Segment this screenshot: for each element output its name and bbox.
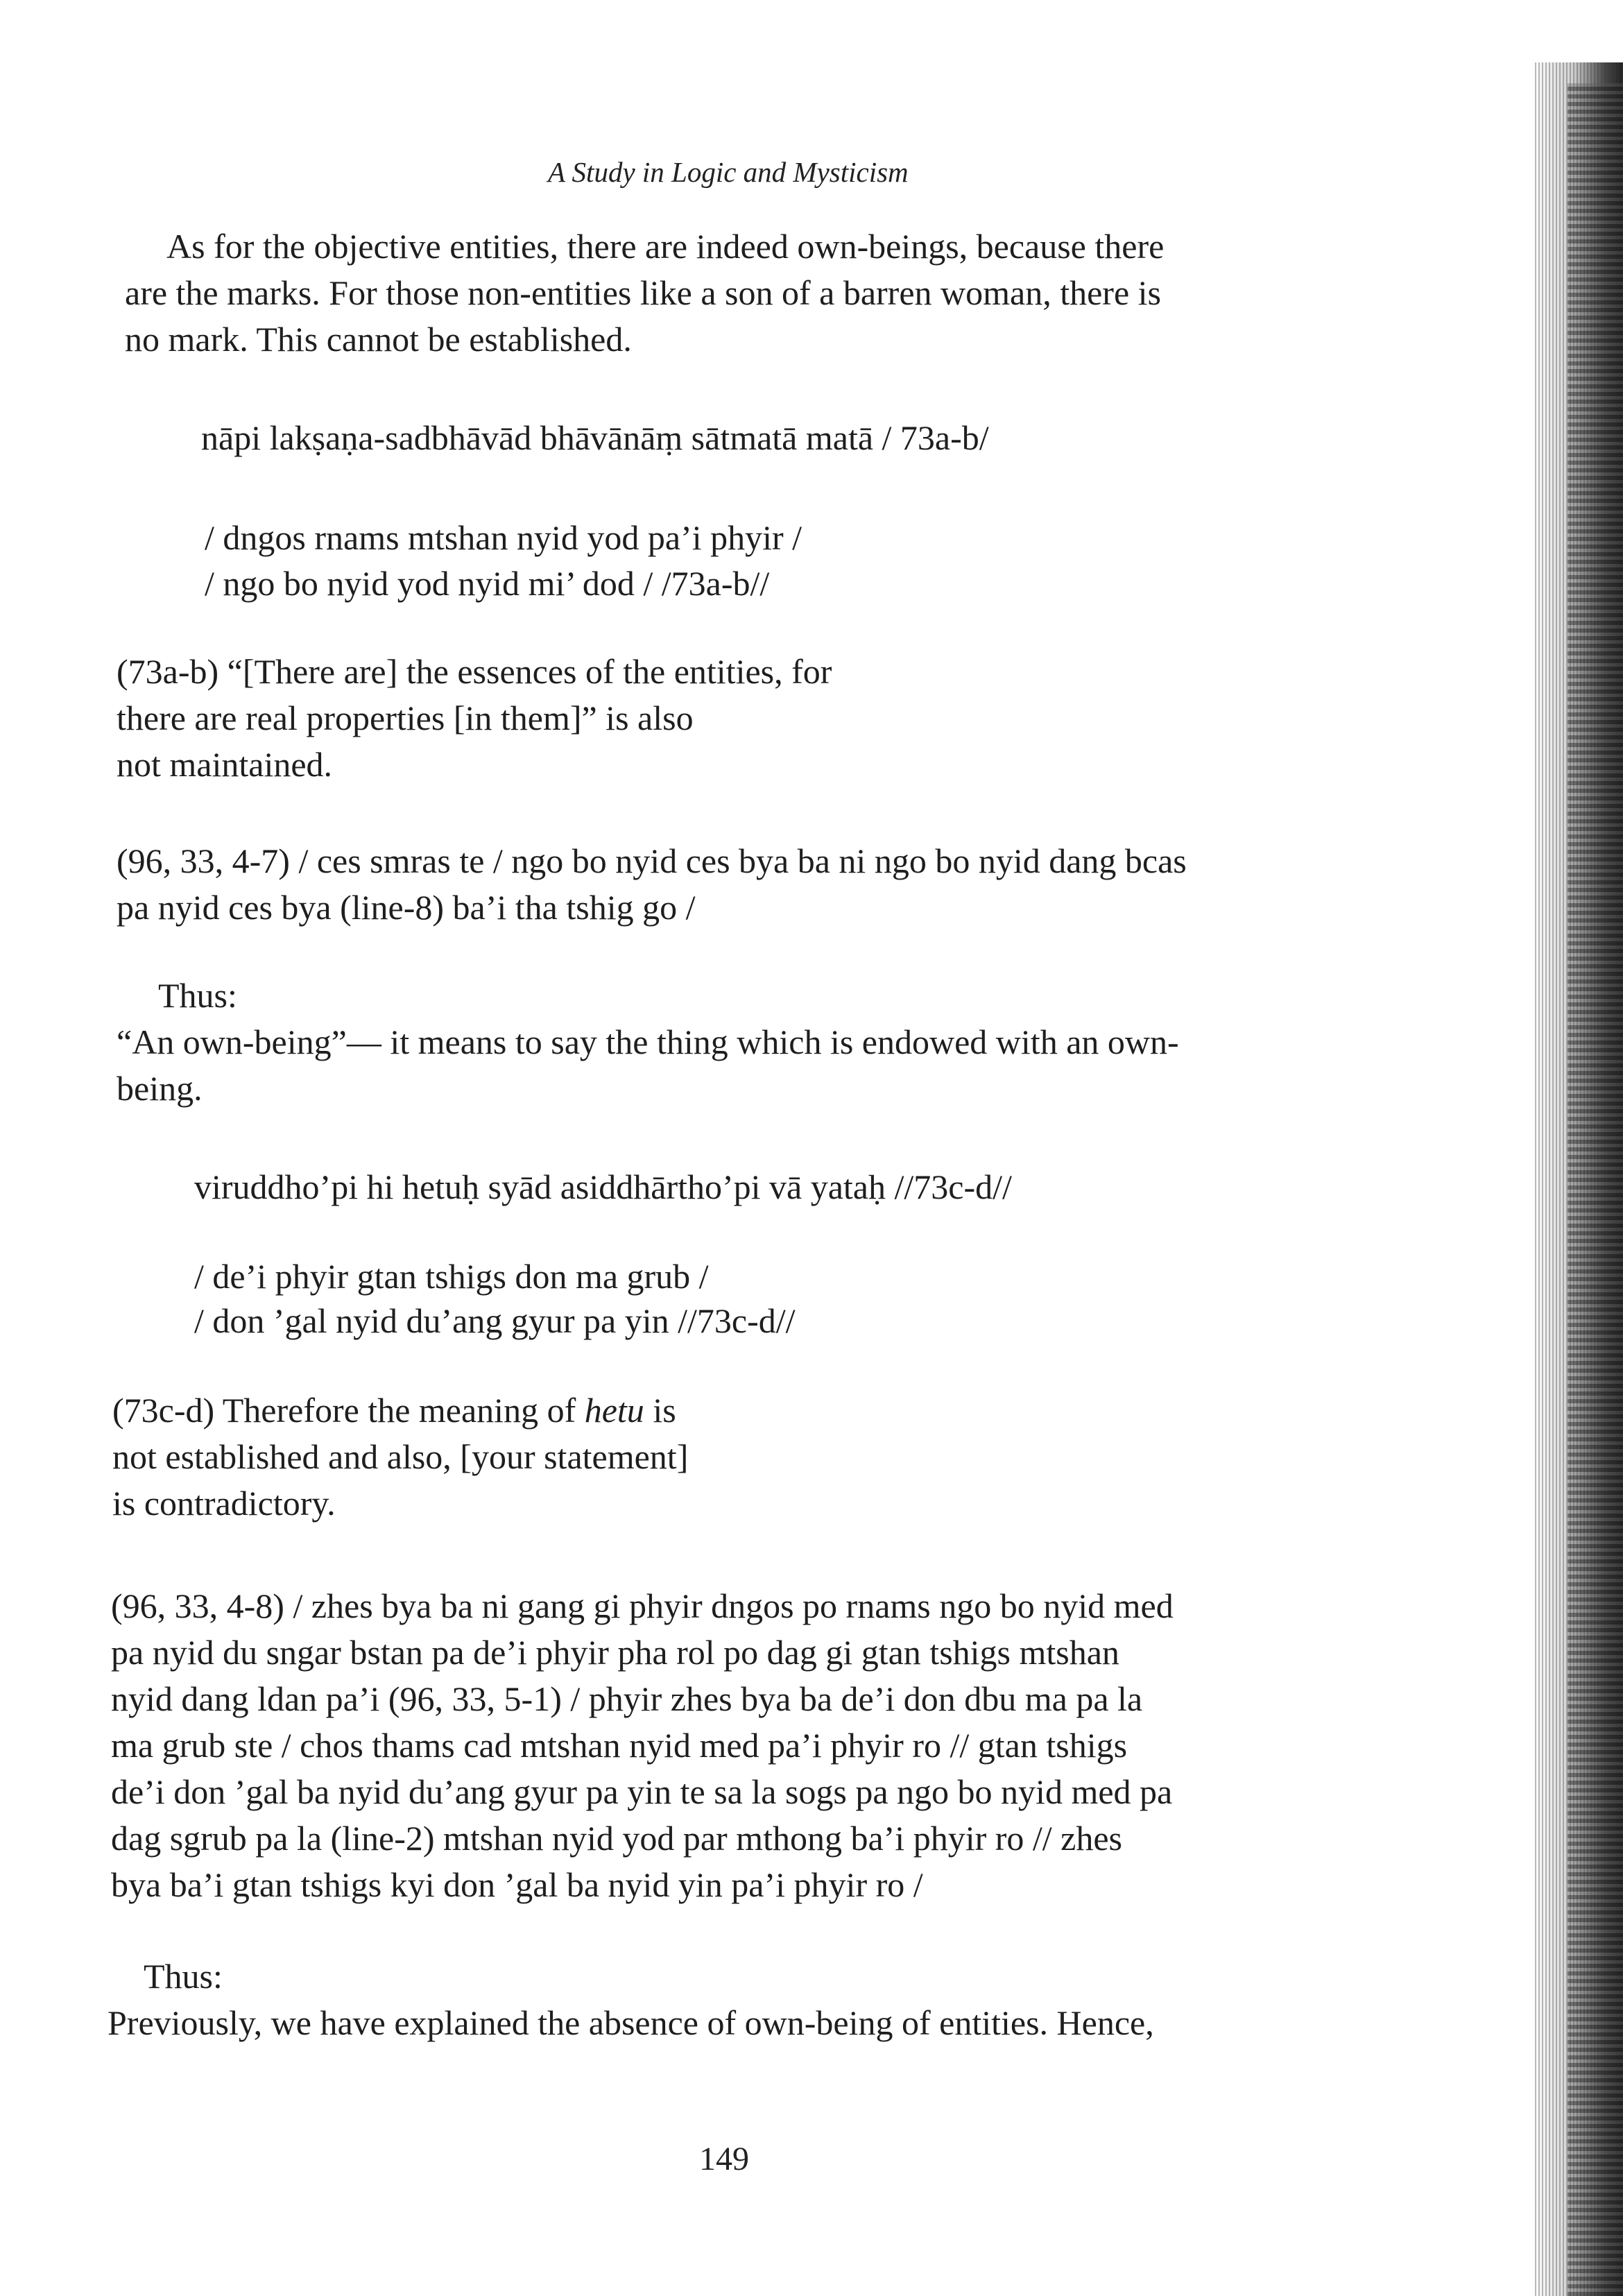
text-line: bya ba’i gtan tshigs kyi don ’gal ba nyid yin pa’i phyir ro / xyxy=(111,1865,923,1904)
binding-shadow-texture xyxy=(1568,83,1623,2296)
text-line: nāpi lakṣaṇa-sadbhāvād bhāvānāṃ sātmatā matā / 73a-b/ xyxy=(201,418,989,457)
commentary-96-33-4-7 xyxy=(117,838,1420,931)
text-line: Previously, we have explained the absence of own-being of entities. Hence, xyxy=(108,2003,1154,2042)
text-line: / don ’gal nyid du’ang gyur pa yin //73c-d// xyxy=(194,1301,796,1340)
text-line: Thus: xyxy=(144,1957,223,1996)
running-header: A Study in Logic and Mysticism xyxy=(548,156,909,188)
text-span: (73c-d) Therefore the meaning of xyxy=(112,1391,585,1430)
text-line: (73a-b) “[There are] the essences of the entities, for xyxy=(117,652,832,691)
text-line: (96, 33, 4-7) / ces smras te / ngo bo nyid ces bya ba ni ngo bo nyid dang bcas xyxy=(117,841,1187,880)
text-line: viruddho’pi hi hetuḥ syād asiddhārtho’pi vā yataḥ //73c-d// xyxy=(194,1167,1012,1206)
commentary-96-33-4-8 xyxy=(111,1583,1415,1908)
text-line: As for the objective entities, there are indeed own-beings, because there xyxy=(166,227,1165,266)
verse-sanskrit-73ab xyxy=(201,415,1505,461)
text-line: / de’i phyir gtan tshigs don ma grub / xyxy=(194,1257,709,1296)
text-line: not established and also, [your statement] xyxy=(112,1437,689,1476)
text-line xyxy=(112,1387,1416,1434)
text-line: are the marks. For those non-entities like a son of a barren woman, there is xyxy=(125,273,1161,312)
text-line: dag sgrub pa la (line-2) mtshan nyid yod par mthong ba’i phyir ro // zhes xyxy=(111,1819,1123,1858)
paragraph-own-beings xyxy=(125,223,1429,363)
text-line: ma grub ste / chos thams cad mtshan nyid med pa’i phyir ro // gtan tshigs xyxy=(111,1726,1128,1765)
translation-73cd xyxy=(112,1387,1416,1527)
text-line: pa nyid ces bya (line-8) ba’i tha tshig go / xyxy=(117,888,696,927)
text-line: pa nyid du sngar bstan pa de’i phyir pha rol po dag gi gtan tshigs mtshan xyxy=(111,1633,1119,1672)
text-line: there are real properties [in them]” is also xyxy=(117,699,694,737)
paragraph-previously xyxy=(108,1953,1411,2046)
text-line: being. xyxy=(117,1069,203,1108)
text-line: (96, 33, 4-8) / zhes bya ba ni gang gi phyir dngos po rnams ngo bo nyid med xyxy=(111,1586,1174,1625)
text-span: is xyxy=(644,1391,676,1430)
text-line: is contradictory. xyxy=(112,1484,336,1523)
text-line: not maintained. xyxy=(117,745,333,784)
verse-tibetan-73cd xyxy=(194,1254,1498,1343)
page-number: 149 xyxy=(699,2141,749,2177)
text-line: no mark. This cannot be established. xyxy=(125,320,632,359)
text-line: / ngo bo nyid yod nyid mi’ dod / /73a-b// xyxy=(205,564,770,603)
translation-73ab xyxy=(117,649,1420,788)
verse-sanskrit-73cd xyxy=(194,1164,1498,1210)
text-line: de’i don ’gal ba nyid du’ang gyur pa yin te sa la sogs pa ngo bo nyid med pa xyxy=(111,1772,1173,1811)
term-hetu: hetu xyxy=(584,1391,644,1430)
paragraph-own-being-meaning xyxy=(117,973,1420,1112)
verse-tibetan-73ab xyxy=(205,515,1509,606)
text-line: nyid dang ldan pa’i (96, 33, 5-1) / phyir zhes bya ba de’i don dbu ma pa la xyxy=(111,1679,1143,1718)
text-line: “An own-being”— it means to say the thing which is endowed with an own- xyxy=(117,1022,1179,1061)
text-line: Thus: xyxy=(158,976,237,1015)
text-line: / dngos rnams mtshan nyid yod pa’i phyir / xyxy=(205,518,802,557)
